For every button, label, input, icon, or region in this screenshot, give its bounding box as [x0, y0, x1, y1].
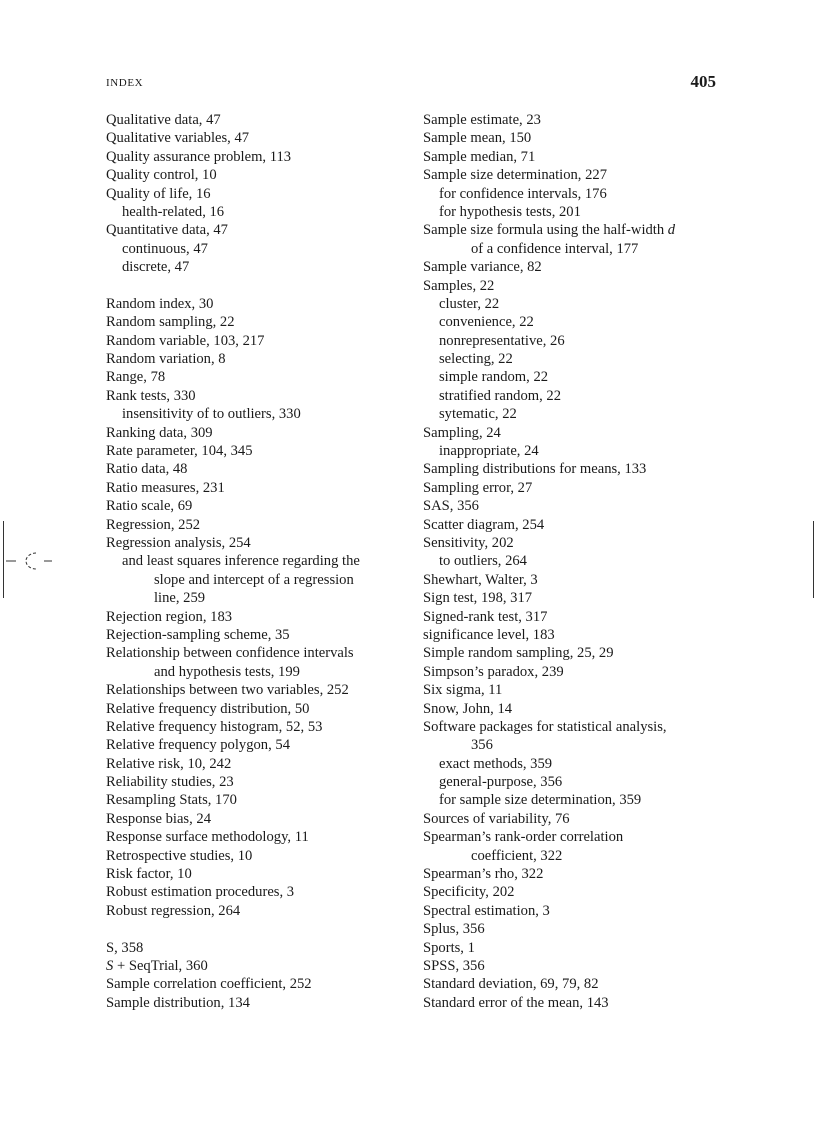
index-entry: Scatter diagram, 254	[423, 516, 545, 533]
index-entry: Range, 78	[106, 369, 166, 386]
index-entry: Simpson’s paradox, 239	[423, 663, 564, 680]
index-entry: Simple random sampling, 25, 29	[423, 645, 614, 662]
index-entry: Relative frequency distribution, 50	[106, 700, 310, 717]
index-subentry: selecting, 22	[439, 351, 513, 368]
index-entry: significance level, 183	[423, 626, 555, 643]
index-continuation: coefficient, 322	[471, 847, 563, 864]
index-entry: Sample mean, 150	[423, 130, 532, 147]
index-subentry: stratified random, 22	[439, 387, 561, 404]
index-entry: Regression, 252	[106, 516, 201, 533]
index-continuation: line, 259	[154, 590, 206, 607]
index-entry: Specificity, 202	[423, 884, 515, 901]
index-subentry: nonrepresentative, 26	[439, 332, 565, 349]
index-subentry: and least squares inference regarding the	[122, 553, 360, 570]
index-subentry: general-purpose, 356	[439, 774, 563, 791]
index-entry: Sample size formula using the half-width d	[423, 222, 676, 239]
index-entry: Risk factor, 10	[106, 866, 192, 883]
index-entry: Random index, 30	[106, 295, 214, 312]
index-entry: Spearman’s rho, 322	[423, 866, 544, 883]
index-continuation: of a confidence interval, 177	[471, 240, 639, 257]
index-entry: Standard error of the mean, 143	[423, 994, 609, 1011]
index-entry: Sensitivity, 202	[423, 534, 514, 551]
index-entry: Resampling Stats, 170	[106, 792, 237, 809]
index-entry: Random variation, 8	[106, 351, 226, 368]
index-entry: Reliability studies, 23	[106, 774, 234, 791]
index-subentry: for confidence intervals, 176	[439, 185, 607, 202]
index-entry: Shewhart, Walter, 3	[423, 571, 538, 588]
index-gap	[106, 920, 402, 938]
index-entry: Sample size determination, 227	[423, 167, 607, 184]
index-subentry: for sample size determination, 359	[439, 792, 642, 809]
index-entry: Sign test, 198, 317	[423, 590, 533, 607]
index-entry: Spectral estimation, 3	[423, 902, 550, 919]
crop-line-left	[3, 521, 4, 598]
index-entry: Relationship between confidence intervals	[106, 645, 354, 662]
index-subentry: cluster, 22	[439, 295, 500, 312]
index-entry: Sources of variability, 76	[423, 810, 570, 827]
index-subentry: continuous, 47	[122, 240, 208, 257]
index-entry: Rank tests, 330	[106, 387, 196, 404]
page-number: 405	[690, 72, 716, 91]
index-entry: Quality control, 10	[106, 167, 217, 184]
registration-mark-icon	[6, 549, 52, 573]
index-continuation: and hypothesis tests, 199	[154, 663, 300, 680]
running-head: INDEX	[106, 77, 144, 89]
index-subentry: simple random, 22	[439, 369, 549, 386]
index-entry: Sports, 1	[423, 939, 475, 956]
index-subentry: sytematic, 22	[439, 406, 517, 423]
index-continuation: slope and intercept of a regression	[154, 571, 354, 588]
index-entry: Quality assurance problem, 113	[106, 148, 292, 165]
index-subentry: insensitivity of to outliers, 330	[122, 406, 301, 423]
index-entry: Robust estimation procedures, 3	[106, 884, 295, 901]
index-entry: Spearman’s rank-order correlation	[423, 829, 624, 846]
index-subentry: for hypothesis tests, 201	[439, 203, 581, 220]
index-subentry: health-related, 16	[122, 203, 225, 220]
index-entry: Sample distribution, 134	[106, 994, 250, 1011]
index-entry: Standard deviation, 69, 79, 82	[423, 976, 599, 993]
index-subentry: to outliers, 264	[439, 553, 527, 570]
index-gap	[106, 277, 402, 295]
crop-line-right	[813, 521, 814, 598]
index-entry: Random sampling, 22	[106, 314, 235, 331]
index-entry: Relationships between two variables, 252	[106, 682, 349, 699]
index-entry: SPSS, 356	[423, 957, 485, 974]
index-continuation: 356	[471, 737, 493, 754]
index-entry: Quantitative data, 47	[106, 222, 228, 239]
index-entry: Relative frequency polygon, 54	[106, 737, 290, 754]
index-entry: Qualitative variables, 47	[106, 130, 250, 147]
index-entry: Regression analysis, 254	[106, 534, 251, 551]
index-entry: Relative risk, 10, 242	[106, 755, 232, 772]
index-entry: Sampling, 24	[423, 424, 501, 441]
index-entry: Sample correlation coefficient, 252	[106, 976, 312, 993]
index-entry: Response bias, 24	[106, 810, 211, 827]
index-entry: S, 358	[106, 939, 144, 956]
index-entry: Rejection region, 183	[106, 608, 233, 625]
index-entry: Relative frequency histogram, 52, 53	[106, 718, 323, 735]
index-column-right	[423, 111, 723, 1012]
index-entry: Snow, John, 14	[423, 700, 513, 717]
index-entry: Sample variance, 82	[423, 259, 542, 276]
index-entry: Random variable, 103, 217	[106, 332, 265, 349]
index-entry: Splus, 356	[423, 921, 485, 938]
index-entry: Retrospective studies, 10	[106, 847, 253, 864]
index-entry: Six sigma, 11	[423, 682, 503, 699]
index-entry: Samples, 22	[423, 277, 495, 294]
index-entry: Qualitative data, 47	[106, 112, 221, 128]
index-entry: Robust regression, 264	[106, 902, 241, 919]
index-subentry: inappropriate, 24	[439, 443, 539, 460]
index-entry: Ranking data, 309	[106, 424, 213, 441]
index-entry: Sampling distributions for means, 133	[423, 461, 647, 478]
index-subentry: discrete, 47	[122, 259, 190, 276]
index-entry: S + SeqTrial, 360	[106, 957, 208, 974]
index-entry: SAS, 356	[423, 498, 479, 515]
index-entry: Software packages for statistical analysis,	[423, 718, 667, 735]
index-subentry: convenience, 22	[439, 314, 534, 331]
index-column-left	[106, 111, 402, 1012]
index-entry: Signed-rank test, 317	[423, 608, 548, 625]
index-subentry: exact methods, 359	[439, 755, 553, 772]
index-entry: Quality of life, 16	[106, 185, 211, 202]
index-entry: Ratio data, 48	[106, 461, 188, 478]
index-entry: Sample estimate, 23	[423, 112, 541, 128]
index-entry: Response surface methodology, 11	[106, 829, 309, 846]
index-entry: Ratio scale, 69	[106, 498, 193, 515]
index-entry: Sampling error, 27	[423, 479, 533, 496]
index-entry: Ratio measures, 231	[106, 479, 225, 496]
index-entry: Rate parameter, 104, 345	[106, 443, 253, 460]
index-entry: Sample median, 71	[423, 148, 536, 165]
index-entry: Rejection-sampling scheme, 35	[106, 626, 290, 643]
